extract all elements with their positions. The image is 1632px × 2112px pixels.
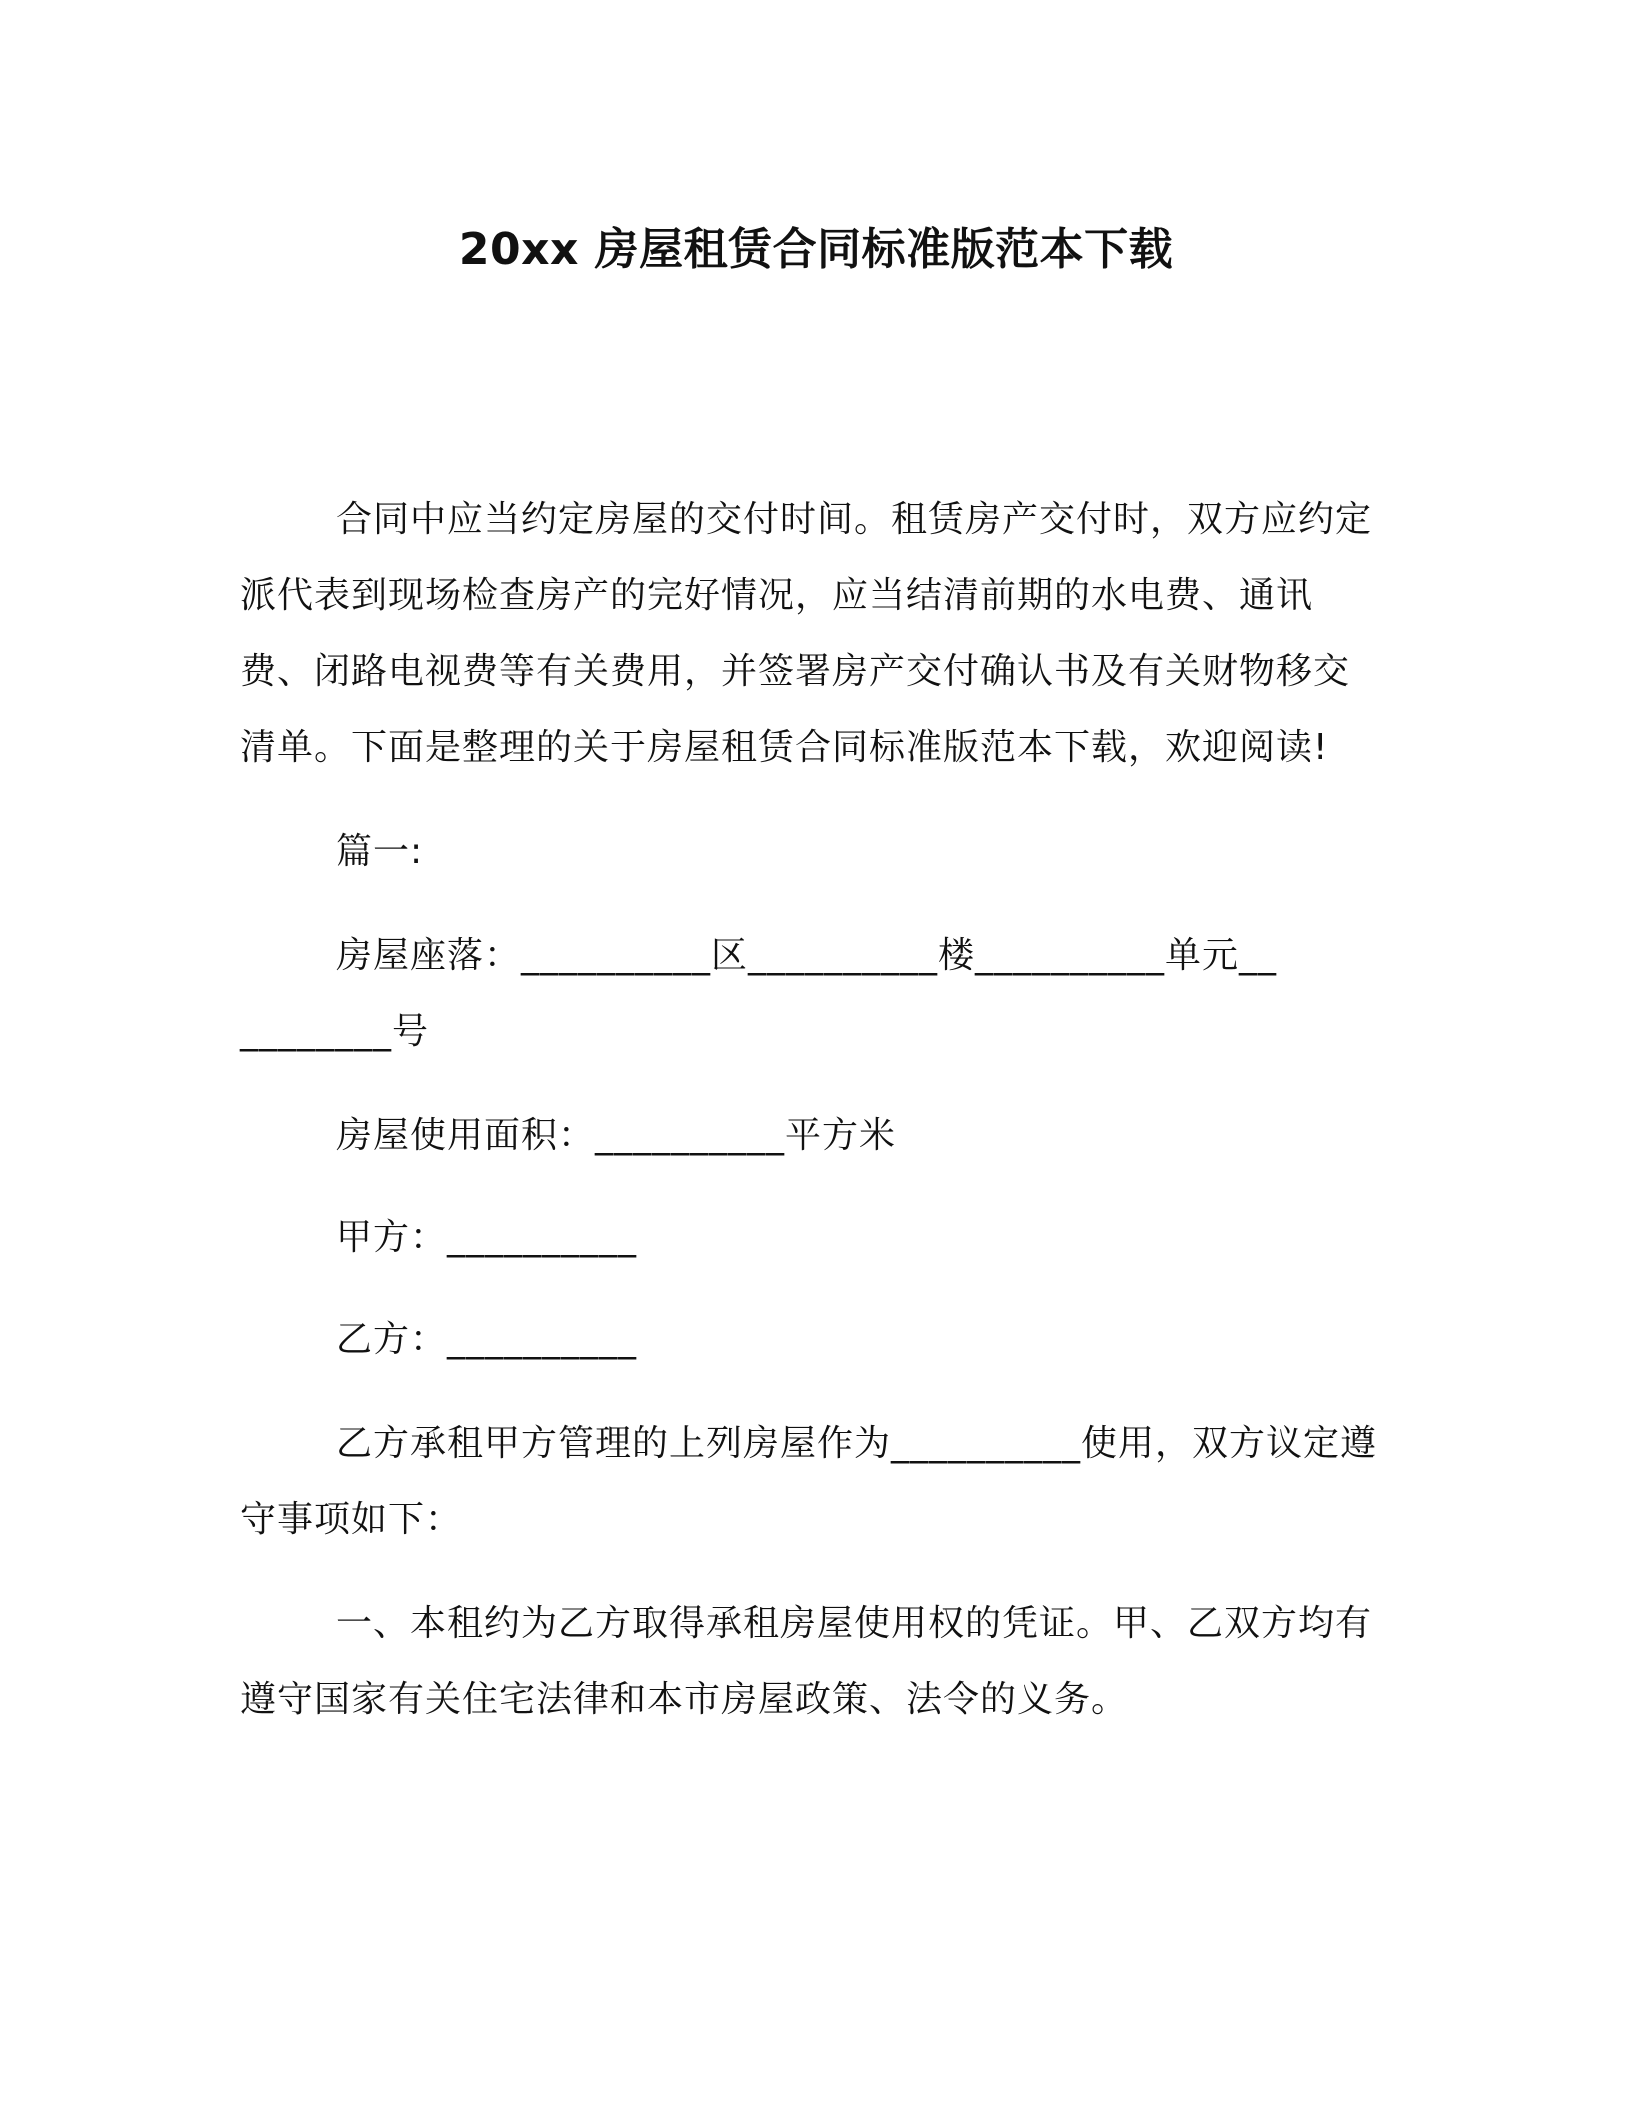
party-a-line: 甲方：__________ [336,1217,638,1258]
section-heading: 篇一: [336,831,424,872]
area-line: 房屋使用面积：__________平方米 [336,1115,897,1156]
usage-paragraph: 乙方承租甲方管理的上列房屋作为__________使用，双方议定遵守事项如下： [240,1423,1378,1540]
party-b-line: 乙方：__________ [336,1319,638,1360]
document-title: 20xx 房屋租赁合同标准版范本下载 [458,224,1174,275]
clause-1-paragraph: 一、本租约为乙方取得承租房屋使用权的凭证。甲、乙双方均有遵守国家有关住宅法律和本市房屋政策、法令的义务。 [240,1603,1373,1720]
intro-paragraph: 合同中应当约定房屋的交付时间。租赁房产交付时，双方应约定派代表到现场检查房产的完好情况，应当结清前期的水电费、通讯费、闭路电视费等有关费用，并签署房产交付确认书及有关财物移交清单。下面是整理的关于房屋租赁合同标准版范本下载，欢迎阅读! [240,499,1373,768]
location-line: 房屋座落：__________区__________楼__________单元__________号 [240,935,1278,1052]
